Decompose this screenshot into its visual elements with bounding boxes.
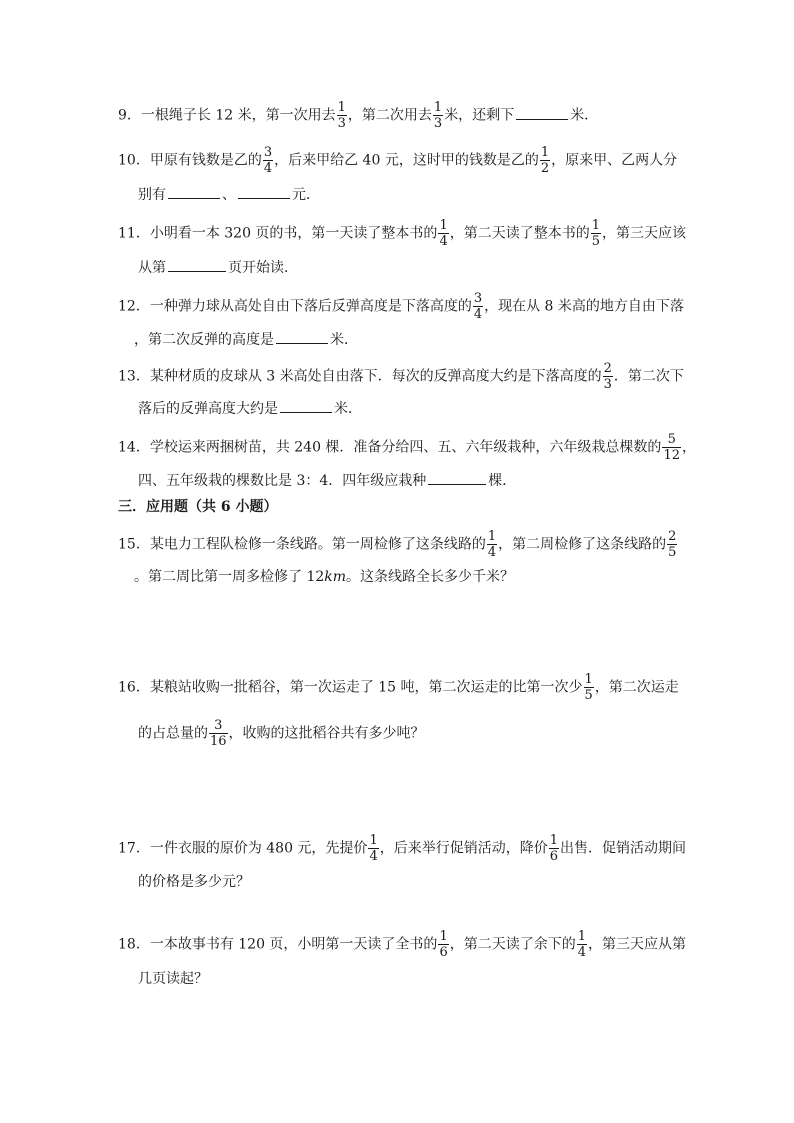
q14-text-b: ， — [681, 439, 696, 456]
question-9 — [118, 101, 598, 130]
question-10-line-2 — [138, 184, 320, 205]
q17-text-c: 出售．促销活动期间 — [560, 840, 686, 857]
q16-text-l2a: 的占总量的 — [138, 725, 208, 742]
fraction: $\frac{3}{16}$ — [210, 718, 227, 749]
section-heading: 三．应用题（共 6 小题） — [118, 499, 278, 515]
q12-text-b: ，现在从 8 米高的地方自由下落 — [484, 298, 684, 315]
question-12-line-2 — [134, 329, 358, 350]
q11-text-c: ，第三天应该 — [602, 225, 686, 242]
fraction: $\frac{1}{3}$ — [433, 100, 443, 131]
fraction: $\frac{1}{5}$ — [591, 218, 600, 249]
question-11-line-2 — [138, 257, 298, 278]
question-15 — [118, 530, 678, 559]
question-12 — [118, 292, 684, 321]
q18-text-a: 18．一本故事书有 120 页，小明第一天读了全书的 — [118, 936, 438, 953]
answer-blank[interactable] — [428, 470, 486, 485]
q16-text-a: 16．某粮站收购一批稻谷，第一次运走了 15 吨，第二次运走的比第一次少 — [118, 679, 583, 696]
question-11 — [118, 219, 686, 248]
q9-text-d: 米． — [570, 107, 599, 124]
q18-text-l2a: 几页读起？ — [138, 971, 208, 987]
q11-text-l2b: 页开始读． — [228, 260, 298, 276]
q10-text-l2c: 元． — [292, 187, 320, 203]
q16-text-l2b: ，收购的这批稻谷共有多少吨？ — [228, 725, 425, 742]
fraction: $\frac{1}{4}$ — [577, 929, 586, 960]
q15-text-l2a: 。第二周比第一周多检修了 12 — [134, 569, 325, 585]
fraction: $\frac{1}{2}$ — [540, 145, 550, 176]
q10-text-a: 10．甲原有钱数是乙的 — [118, 152, 262, 169]
q10-text-l2a: 别有 — [138, 187, 166, 203]
question-17-line-2 — [138, 872, 250, 892]
q16-text-b: ，第二次运走 — [594, 679, 679, 696]
q11-text-a: 11．小明看一本 320 页的书，第一天读了整本书的 — [118, 225, 438, 242]
q10-text-l2b: 、 — [222, 187, 236, 203]
question-10 — [118, 146, 677, 175]
q13-text-b: ．第二次下 — [613, 368, 684, 385]
question-14-line-2 — [138, 470, 516, 491]
fraction: $\frac{1}{4}$ — [439, 218, 448, 249]
fraction: $\frac{2}{5}$ — [668, 529, 677, 560]
q11-text-l2a: 从第 — [138, 260, 166, 276]
q18-text-b: ，第二天读了余下的 — [449, 936, 576, 953]
question-17 — [118, 834, 686, 863]
fraction: $\frac{1}{4}$ — [369, 833, 378, 864]
fraction: $\frac{1}{4}$ — [487, 529, 497, 560]
q15-unit: km — [324, 569, 347, 585]
q17-text-a: 17．一件衣服的原价为 480 元，先提价 — [118, 840, 368, 857]
fraction: $\frac{1}{5}$ — [584, 672, 593, 703]
question-16-line-2 — [138, 719, 425, 748]
question-13 — [118, 362, 684, 391]
q10-text-b: ，后来甲给乙 40 元，这时甲的钱数是乙的 — [274, 152, 539, 169]
q12-text-a: 12．一种弹力球从高处自由下落后反弹高度是下落高度的 — [118, 298, 472, 315]
q12-text-l2b: 米． — [330, 332, 358, 348]
answer-blank[interactable] — [168, 184, 220, 199]
answer-blank[interactable] — [280, 398, 332, 413]
q14-text-a: 14．学校运来两捆树苗，共 240 棵．准备分给四、五、六年级栽种，六年级栽总棵数的 — [118, 439, 662, 456]
q10-text-c: ，原来甲、乙两人分 — [551, 152, 678, 169]
fraction: $\frac{3}{4}$ — [263, 145, 273, 176]
q15-text-b: ，第二周检修了这条线路的 — [498, 536, 667, 553]
fraction: $\frac{1}{3}$ — [337, 100, 346, 131]
answer-blank[interactable] — [238, 184, 290, 199]
answer-blank[interactable] — [516, 105, 568, 120]
fraction: $\frac{1}{6}$ — [439, 929, 448, 960]
q15-text-a: 15．某电力工程队检修一条线路。第一周检修了这条线路的 — [118, 536, 486, 553]
q13-text-l2a: 落后的反弹高度大约是 — [138, 401, 278, 417]
q17-text-l2a: 的价格是多少元？ — [138, 874, 250, 890]
question-14 — [118, 433, 696, 462]
answer-blank[interactable] — [276, 329, 328, 344]
fraction: $\frac{3}{4}$ — [473, 291, 483, 322]
question-13-line-2 — [138, 398, 362, 419]
q13-text-a: 13．某种材质的皮球从 3 米高处自由落下．每次的反弹高度大约是下落高度的 — [118, 368, 602, 385]
q14-text-l2a: 四、五年级栽的棵数比是 3：4．四年级应栽种 — [138, 473, 427, 489]
fraction: $\frac{2}{3}$ — [603, 361, 612, 392]
q11-text-b: ，第二天读了整本书的 — [449, 225, 590, 242]
q14-text-l2b: 棵． — [488, 473, 517, 489]
fraction: $\frac{5}{12}$ — [663, 432, 680, 463]
fraction: $\frac{1}{6}$ — [549, 833, 558, 864]
question-15-line-2 — [134, 567, 514, 587]
q9-text-c: 米，还剩下 — [444, 107, 515, 124]
q9-text-b: ，第二次用去 — [347, 107, 432, 124]
q15-text-l2b: 。这条线路全长多少千米？ — [346, 569, 515, 585]
answer-blank[interactable] — [168, 257, 226, 272]
q17-text-b: ，后来举行促销活动，降价 — [379, 840, 548, 857]
q18-text-c: ，第三天应从第 — [588, 936, 686, 953]
q13-text-l2b: 米． — [334, 401, 362, 417]
question-18-line-2 — [138, 969, 208, 989]
question-16 — [118, 673, 679, 702]
q9-text-a: 9．一根绳子长 12 米，第一次用去 — [118, 107, 336, 124]
question-18 — [118, 930, 686, 959]
q12-text-l2a: ，第二次反弹的高度是 — [134, 332, 274, 348]
